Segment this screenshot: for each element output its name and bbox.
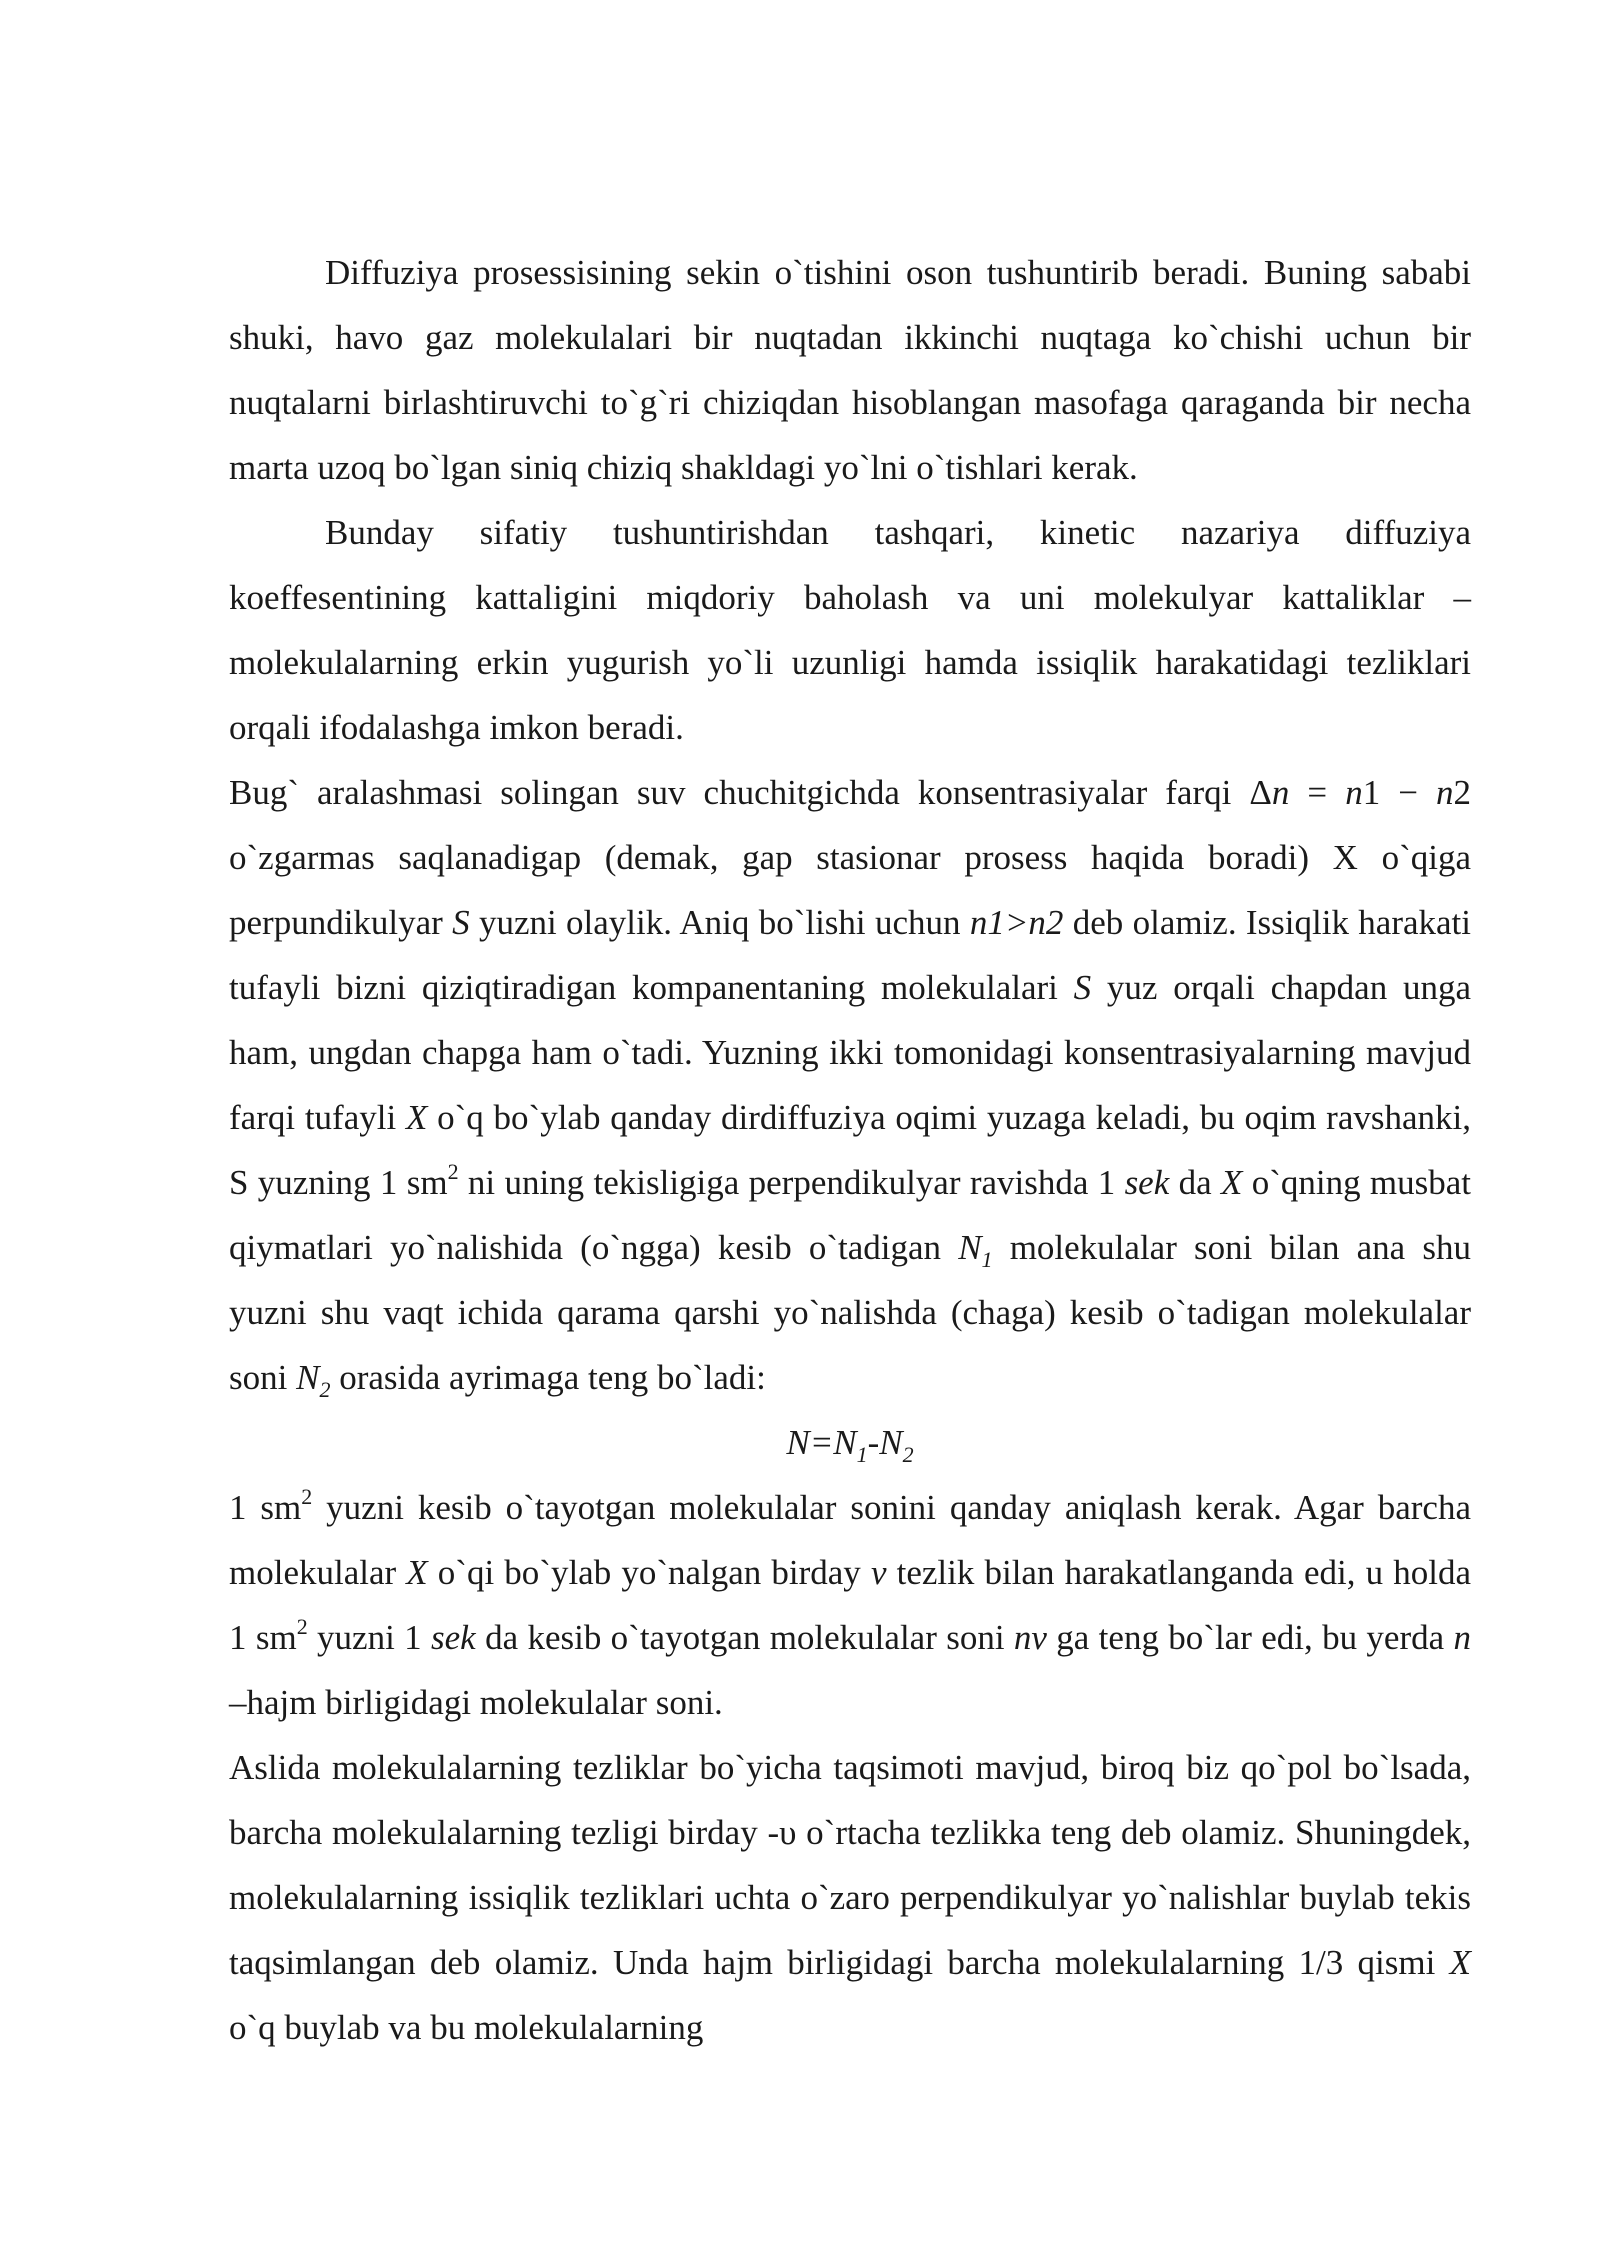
formula-var: n [1345,773,1363,812]
paragraph-4-text: o`qi bo`ylab yo`nalgan birday [427,1553,871,1592]
paragraph-3-text: o`qning musbat qiymatlari yo`nalishida (o`ngga) kesib o`tadigan [229,1163,1471,1267]
superscript: 2 [447,1159,459,1185]
paragraph-4-text: ga teng bo`lar edi, bu yerda [1046,1618,1454,1657]
paragraph-4 [229,1475,1471,1735]
superscript: 2 [296,1614,308,1640]
paragraph-3-text: yuzni olaylik. Aniq bo`lishi uchun [469,903,970,942]
italic-term: X [406,1553,428,1592]
paragraph-3-text: da [1169,1163,1221,1202]
formula-index: 2 [1453,773,1471,812]
paragraph-4-text: 1 sm [229,1488,302,1527]
paragraph-3-text: Bug` aralashmasi solingan suv chuchitgichda konsentrasiyalar farqi [229,773,1250,812]
italic-term: N [958,1228,982,1267]
italic-term: n1>n2 [969,903,1064,942]
paragraph-4-text: yuzni kesib o`tayotgan molekulalar sonini qanday aniqlash kerak. Agar barcha molekulalar [229,1488,1471,1592]
paragraph-3-text: yuz orqali chapdan unga ham, ungdan chapga ham o`tadi. Yuzning ikki tomonidagi konsentrasiyalarning mavjud farqi tufayli [229,968,1472,1137]
concentration-difference-formula [1249,773,1471,812]
delta-symbol: Δ [1249,773,1272,812]
paragraph-2-text: Bunday sifatiy tushuntirishdan tashqari, kinetic nazariya diffuziya koeffesentining kattaligini miqdoriy baholash va uni molekulyar kattaliklar – molekulalarning erkin yugurish yo`li uzunligi hamda issiqlik harakatidagi tezliklari orqali ifodalashga imkon beradi. [229,513,1471,747]
paragraph-4-text: tezlik bilan harakatlanganda edi, u holda 1 sm [229,1553,1472,1657]
formula-operator: = [1289,773,1346,812]
equation [229,1410,1471,1475]
paragraph-5-text: Aslida molekulalarning tezliklar bo`yicha taqsimoti mavjud, biroq biz qo`pol bo`lsada, barcha molekulalarning tezligi birday -υ o`rtacha tezlikka teng deb olamiz. Shuningdek, molekulalarning issiqlik tezliklari uchta o`zaro perpendikulyar yo`nalishlar buylab tekis taqsimlangan deb olamiz. Unda hajm birligidagi barcha molekulalarning 1/3 qismi [229,1748,1471,1982]
paragraph-4-text: –hajm birligidagi molekulalar soni. [229,1683,723,1722]
equation-part: -N [867,1423,903,1462]
formula-operator: − [1380,773,1436,812]
paragraph-3 [229,760,1471,1410]
paragraph-5 [229,1735,1471,2060]
italic-term: n [1453,1618,1471,1657]
paragraph-3-text: orasida ayrimaga teng bo`ladi: [330,1358,766,1397]
subscript: 2 [319,1377,331,1402]
paragraph-3-text: molekulalar soni bilan ana shu yuzni shu vaqt ichida qarama qarshi yo`nalishda (chaga) kesib o`tadigan molekulalar soni [229,1228,1471,1397]
formula-var: n [1435,773,1454,812]
italic-term: X [405,1098,428,1137]
italic-term: sek [431,1618,476,1657]
italic-term: X [1220,1163,1243,1202]
paragraph-1-text: Diffuziya prosessisining sekin o`tishini oson tushuntirib beradi. Buning sababi shuki, havo gaz molekulalari bir nuqtadan ikkinchi nuqtaga ko`chishi uchun bir nuqtalarni birlashtiruvchi to`g`ri chiziqdan hisoblangan masofaga qaraganda bir necha marta uzoq bo`lgan siniq chiziq shakldagi yo`lni o`tishlari kerak. [229,253,1471,487]
italic-term: v [870,1553,887,1592]
italic-term: N [296,1358,320,1397]
paragraph-2 [229,500,1471,760]
italic-term: sek [1124,1163,1170,1202]
italic-term: S [1073,968,1092,1007]
subscript: 1 [856,1442,868,1467]
paragraph-3-text: o`zgarmas saqlanadigap (demak, gap stasionar prosess haqida boradi) X o`qiga perpundikulyar [229,838,1471,942]
formula-index: 1 [1362,773,1381,812]
paragraph-3-text: ni uning tekisligiga perpendikulyar ravishda 1 [458,1163,1125,1202]
paragraph-4-text: da kesib o`tayotgan molekulalar soni [475,1618,1014,1657]
subscript: 2 [902,1442,914,1467]
paragraph-4-text: yuzni 1 [307,1618,432,1657]
paragraph-1 [229,240,1471,500]
italic-term: S [452,903,470,942]
paragraph-5-text: o`q buylab va bu molekulalarning [229,2008,704,2047]
equation-part: N=N [786,1423,857,1462]
subscript: 1 [981,1247,993,1272]
italic-term: nv [1013,1618,1047,1657]
superscript: 2 [301,1484,313,1510]
formula-var: n [1271,773,1290,812]
document-page [229,240,1471,2060]
paragraph-3-text: deb olamiz. Issiqlik harakati tufayli bizni qiziqtiradigan kompanentaning molekulalari [229,903,1471,1007]
paragraph-3-text: o`q bo`ylab qanday dirdiffuziya oqimi yuzaga keladi, bu oqim ravshanki, S yuzning 1 sm [229,1098,1472,1202]
italic-term: X [1449,1943,1471,1982]
